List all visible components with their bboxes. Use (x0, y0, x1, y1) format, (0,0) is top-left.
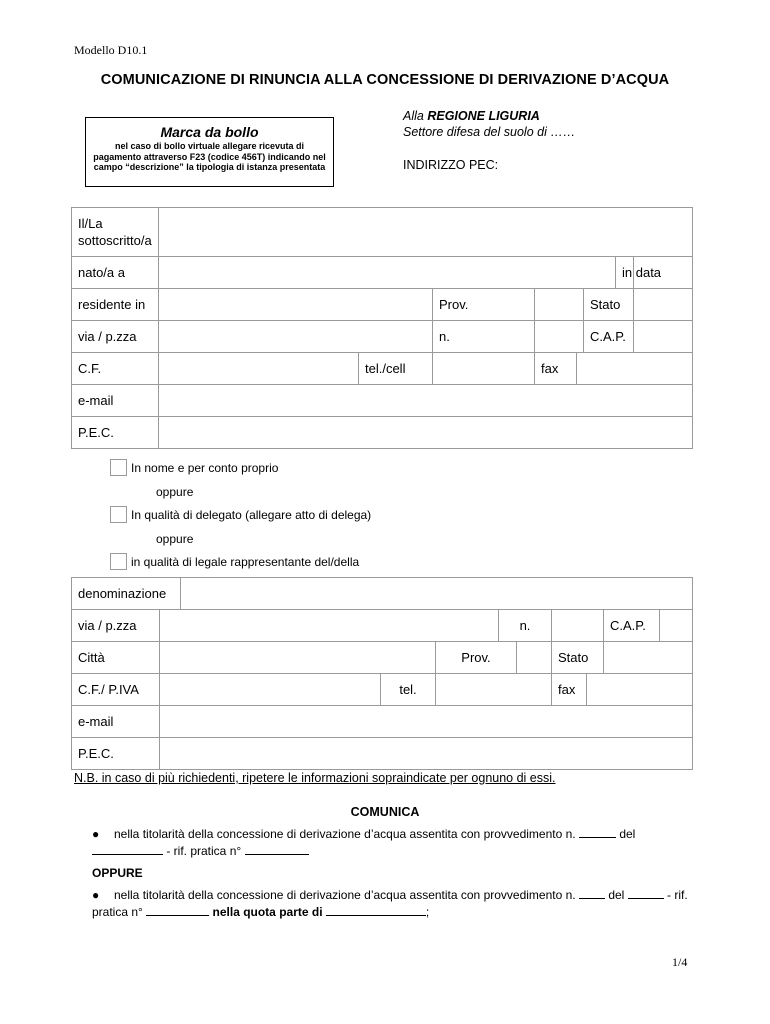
company-pec-label: P.E.C. (72, 738, 160, 770)
cap-field[interactable] (634, 321, 693, 353)
email-field[interactable] (159, 385, 693, 417)
option-paragraph-1: ● nella titolarità della concessione di derivazione d’acqua assentita con provvedimento n. del - rif. pratica n° (92, 827, 636, 858)
residence-field[interactable] (159, 289, 433, 321)
document-title: COMUNICAZIONE DI RINUNCIA ALLA CONCESSIONE DI DERIVAZIONE D’ACQUA (100, 72, 670, 88)
revenue-stamp-note: nel caso di bollo virtuale allegare ricevuta di pagamento attraverso F23 (codice 456T) indicando nel campo “descrizione” la tipologia di istanza presentata (93, 141, 326, 172)
cap-label: C.A.P. (584, 321, 634, 353)
checkbox-legal[interactable] (110, 553, 127, 570)
option-own[interactable] (110, 459, 278, 476)
revenue-stamp-box (85, 117, 334, 187)
company-email-label: e-mail (72, 706, 160, 738)
provision-date-field-1[interactable] (92, 843, 163, 855)
name-label: Il/La sottoscritto/a (72, 208, 159, 257)
name-field[interactable] (159, 208, 693, 257)
company-fax-label: fax (552, 674, 587, 706)
oppure-2: oppure (156, 532, 194, 546)
oppure-heading: OPPURE (92, 866, 143, 880)
cf-field[interactable] (159, 353, 359, 385)
residence-state-field[interactable] (634, 289, 693, 321)
street-number-field[interactable] (535, 321, 584, 353)
company-pec-field[interactable] (160, 738, 693, 770)
birthdate-label: in data (616, 257, 634, 289)
residence-prov-label: Prov. (433, 289, 535, 321)
option-delegate[interactable] (110, 506, 371, 523)
company-street-field[interactable] (160, 610, 499, 642)
bullet-icon: ● (92, 827, 100, 841)
provision-date-field-2[interactable] (628, 887, 664, 899)
region-name: REGIONE LIGURIA (427, 109, 540, 123)
tel-label: tel./cell (359, 353, 433, 385)
birthplace-label: nato/a a (72, 257, 159, 289)
company-name-label: denominazione (72, 578, 181, 610)
company-cap-label: C.A.P. (604, 610, 660, 642)
provision-number-field-1[interactable] (579, 826, 616, 838)
model-code: Modello D10.1 (74, 43, 148, 57)
addressee-sector: Settore difesa del suolo di …… (403, 125, 576, 139)
residence-prov-field[interactable] (535, 289, 584, 321)
street-field[interactable] (159, 321, 433, 353)
street-label: via / p.zza (72, 321, 159, 353)
oppure-1: oppure (156, 485, 194, 499)
email-label: e-mail (72, 385, 159, 417)
addressee-pec: INDIRIZZO PEC: (403, 158, 499, 172)
company-state-field[interactable] (604, 642, 693, 674)
company-number-field[interactable] (552, 610, 604, 642)
tel-field[interactable] (433, 353, 535, 385)
company-city-label: Città (72, 642, 160, 674)
option-legal-label: in qualità di legale rappresentante del/della (131, 554, 360, 569)
company-tel-label: tel. (381, 674, 436, 706)
provision-number-field-2[interactable] (579, 887, 605, 899)
option-own-label: In nome e per conto proprio (131, 460, 279, 475)
practice-number-field-2[interactable] (146, 904, 209, 916)
residence-label: residente in (72, 289, 159, 321)
company-table (71, 577, 693, 770)
option-paragraph-2: ● nella titolarità della concessione di derivazione d’acqua assentita con provvedimento n. del - rif. pratica n° nella quota parte di ; (92, 888, 688, 919)
option-legal[interactable] (110, 553, 359, 570)
company-cf-field[interactable] (160, 674, 381, 706)
applicant-table (71, 207, 693, 449)
company-street-label: via / p.zza (72, 610, 160, 642)
multiple-applicants-note: N.B. in caso di più richiedenti, ripetere le informazioni sopraindicate per ognuno di essi. (74, 771, 556, 785)
pec-label: P.E.C. (72, 417, 159, 449)
checkbox-delegate[interactable] (110, 506, 127, 523)
bullet-icon: ● (92, 888, 100, 902)
residence-state-label: Stato (584, 289, 634, 321)
quota-field[interactable] (326, 904, 426, 916)
company-tel-field[interactable] (436, 674, 552, 706)
company-number-label: n. (499, 610, 552, 642)
company-prov-label: Prov. (436, 642, 517, 674)
company-name-field[interactable] (181, 578, 693, 610)
practice-number-field-1[interactable] (245, 843, 309, 855)
company-email-field[interactable] (160, 706, 693, 738)
checkbox-own[interactable] (110, 459, 127, 476)
option-delegate-label: In qualità di delegato (allegare atto di delega) (131, 507, 372, 522)
cf-label: C.F. (72, 353, 159, 385)
pec-field[interactable] (159, 417, 693, 449)
company-state-label: Stato (552, 642, 604, 674)
company-cf-label: C.F./ P.IVA (72, 674, 160, 706)
company-city-field[interactable] (160, 642, 436, 674)
street-number-label: n. (433, 321, 535, 353)
fax-label: fax (535, 353, 577, 385)
page-number: 1/4 (672, 955, 688, 969)
company-cap-field[interactable] (660, 610, 693, 642)
fax-field[interactable] (577, 353, 693, 385)
comunica-heading: COMUNICA (350, 805, 420, 819)
birthplace-field[interactable] (159, 257, 616, 289)
company-prov-field[interactable] (517, 642, 552, 674)
revenue-stamp-title: Marca da bollo (160, 124, 259, 140)
company-fax-field[interactable] (587, 674, 693, 706)
addressee-region: Alla REGIONE LIGURIA (403, 109, 540, 123)
